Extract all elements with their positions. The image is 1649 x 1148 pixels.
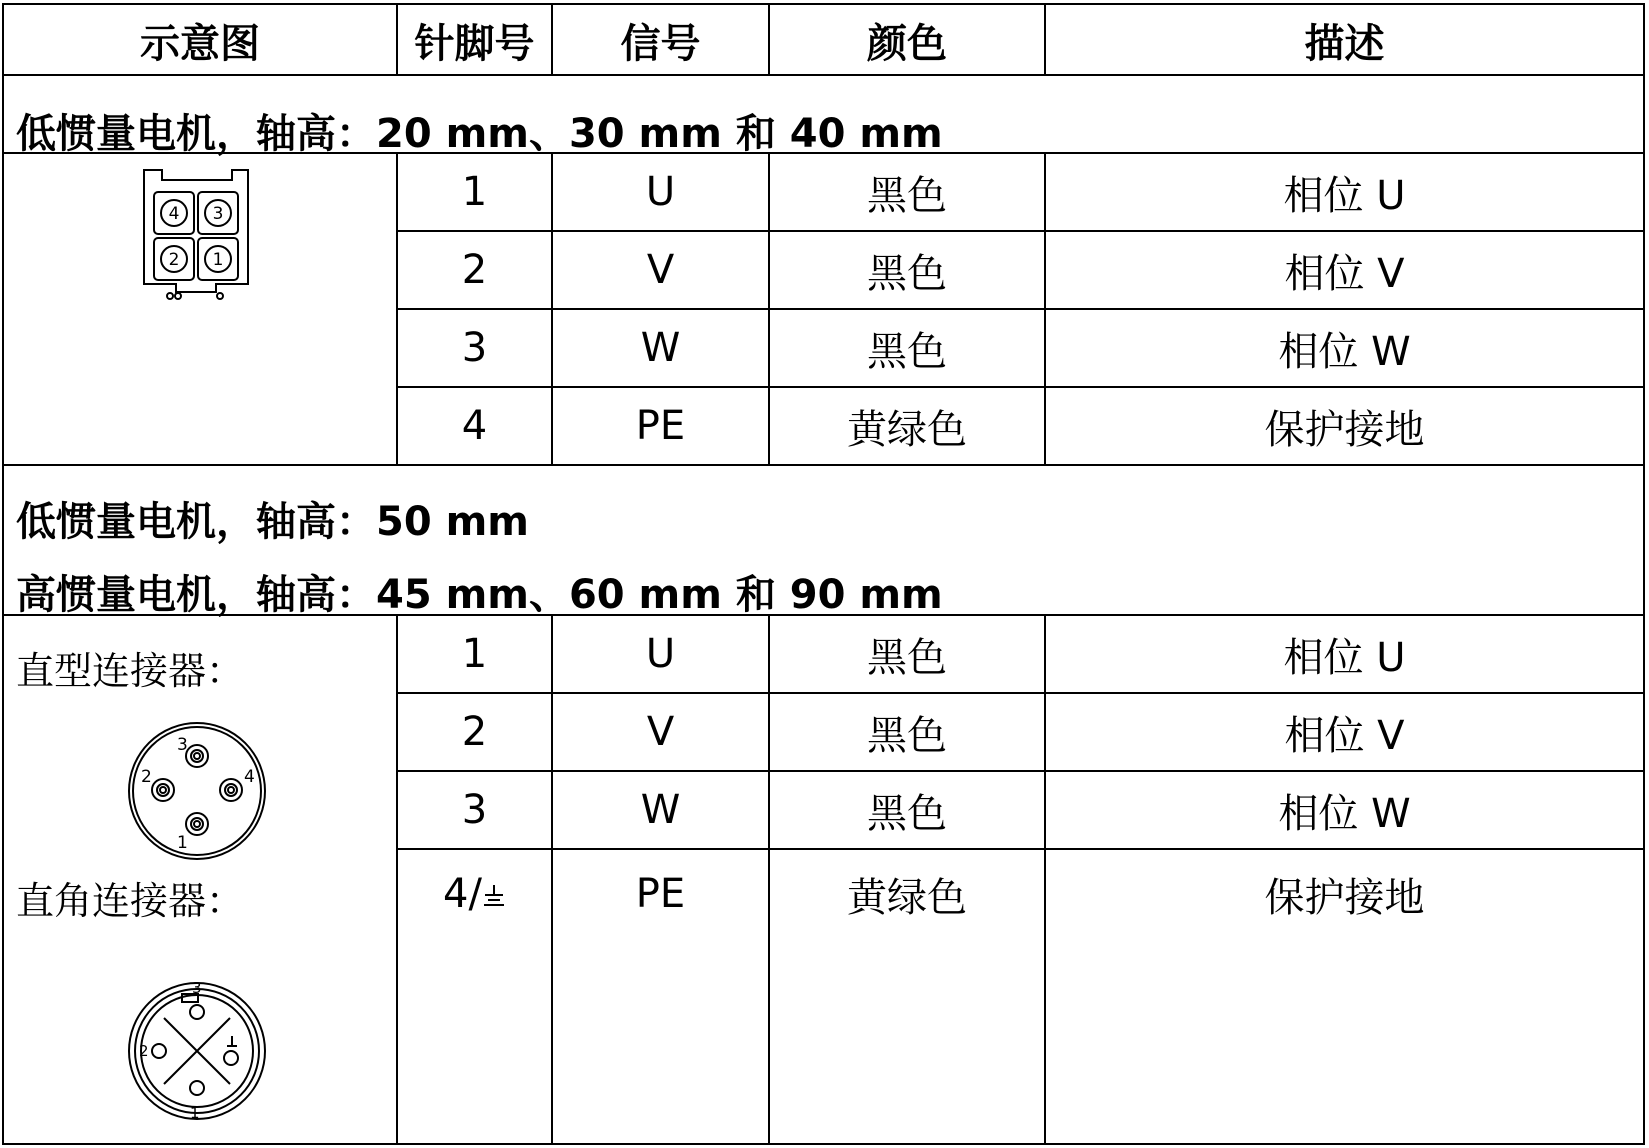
pin-label: 1 <box>177 833 188 853</box>
header-signal: 信号 <box>620 20 701 67</box>
signal-cell: PE <box>635 403 686 449</box>
description-cell: 相位 U <box>1283 172 1406 219</box>
pin-label: 1 <box>212 250 224 270</box>
color-cell: 黄绿色 <box>847 874 967 921</box>
signal-cell: W <box>640 325 681 371</box>
pin-label: 3 <box>177 735 188 755</box>
description-cell: 相位 U <box>1283 634 1406 681</box>
description-cell: 相位 W <box>1278 328 1411 375</box>
signal-cell: W <box>640 787 681 833</box>
section2-title-line1: 低惯量电机，轴高：50 mm <box>16 499 529 545</box>
pin-cell: 2 <box>461 247 488 293</box>
pin-cell: 2 <box>461 709 488 755</box>
ground-icon <box>482 879 506 909</box>
pin-number: 4/ <box>443 871 482 917</box>
color-cell: 黑色 <box>867 634 947 681</box>
pin-cell: 3 <box>461 787 488 833</box>
signal-cell: V <box>646 709 675 755</box>
signal-cell: U <box>645 169 676 215</box>
color-cell: 黑色 <box>867 328 947 375</box>
right-angle-round-connector-icon <box>124 978 270 1124</box>
right-angle-connector-label: 直角连接器： <box>16 879 245 923</box>
signal-cell: V <box>646 247 675 293</box>
section1-title: 低惯量电机，轴高：20 mm、30 mm 和 40 mm <box>16 111 943 157</box>
color-cell: 黑色 <box>867 790 947 837</box>
pin-label: 3 <box>192 979 202 997</box>
pin-label: 2 <box>141 767 152 787</box>
header-diagram: 示意图 <box>140 20 260 67</box>
header-color: 颜色 <box>867 20 947 67</box>
straight-round-connector-icon <box>124 718 270 864</box>
description-cell: 相位 V <box>1284 712 1405 759</box>
pin-label: 4 <box>168 204 180 224</box>
description-cell: 相位 W <box>1278 790 1411 837</box>
color-cell: 黑色 <box>867 172 947 219</box>
pin-cell: 3 <box>461 325 488 371</box>
pin-cell <box>398 856 551 932</box>
header-pin: 针脚号 <box>414 20 535 67</box>
pin-label: 4 <box>244 767 255 787</box>
pin-label: 3 <box>212 204 224 224</box>
pin-cell: 1 <box>461 631 488 677</box>
pin-cell: 1 <box>461 169 488 215</box>
pin-label: 2 <box>168 250 180 270</box>
description-cell: 保护接地 <box>1264 874 1425 921</box>
rectangular-connector-icon <box>140 168 254 308</box>
pin-cell: 4 <box>461 403 488 449</box>
color-cell: 黑色 <box>867 250 947 297</box>
pin-label: 2 <box>139 1042 149 1060</box>
header-description: 描述 <box>1304 20 1385 67</box>
color-cell: 黄绿色 <box>847 406 967 453</box>
section2-title-line2: 高惯量电机，轴高：45 mm、60 mm 和 90 mm <box>16 572 943 618</box>
description-cell: 保护接地 <box>1264 406 1425 453</box>
description-cell: 相位 V <box>1284 250 1405 297</box>
straight-connector-label: 直型连接器： <box>16 649 245 693</box>
signal-cell: U <box>645 631 676 677</box>
section1-end-divider <box>2 464 1645 466</box>
color-cell: 黑色 <box>867 712 947 759</box>
pin-label: 1 <box>190 1104 200 1122</box>
row-divider <box>396 848 1645 850</box>
signal-cell: PE <box>635 871 686 917</box>
